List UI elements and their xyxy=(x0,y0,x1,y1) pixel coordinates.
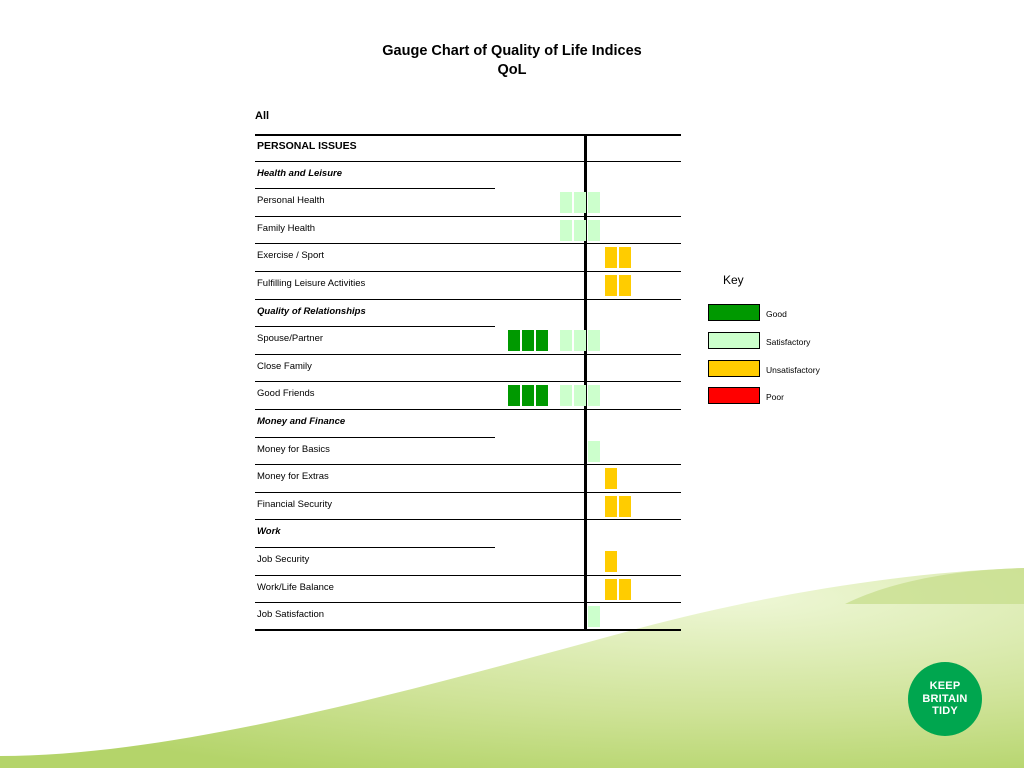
gauge-block xyxy=(605,551,617,572)
legend-item xyxy=(708,332,888,350)
legend-item xyxy=(708,360,888,378)
gauge-blocks xyxy=(495,520,681,548)
gauge-block xyxy=(574,220,586,241)
gauge-blocks xyxy=(495,410,681,438)
gauge-block xyxy=(605,247,617,268)
gauge-block xyxy=(619,247,631,268)
gauge-row xyxy=(255,355,681,383)
legend-swatch xyxy=(708,360,760,377)
legend-title: Key xyxy=(723,273,744,287)
legend-label: Satisfactory xyxy=(766,337,811,347)
gauge-block xyxy=(536,385,548,406)
chart-title-line2: QoL xyxy=(497,62,527,78)
gauge-row-label: Money for Extras xyxy=(257,471,329,483)
gauge-row-label: Exercise / Sport xyxy=(257,250,325,262)
gauge-row xyxy=(255,272,681,300)
gauge-block xyxy=(588,330,600,351)
gauge-block xyxy=(574,385,586,406)
gauge-blocks xyxy=(495,272,681,300)
gauge-section-header xyxy=(255,520,681,548)
gauge-row-label: Work/Life Balance xyxy=(257,581,334,593)
legend-item xyxy=(708,304,888,322)
gauge-section-header xyxy=(255,410,681,438)
gauge-block xyxy=(560,220,572,241)
legend-swatch xyxy=(708,387,760,404)
gauge-block xyxy=(522,330,534,351)
gauge-row-label: Money and Finance xyxy=(257,415,346,427)
gauge-row xyxy=(255,548,681,576)
gauge-block xyxy=(536,330,548,351)
legend-label: Unsatisfactory xyxy=(766,365,820,375)
gauge-blocks xyxy=(495,438,681,466)
gauge-blocks xyxy=(495,189,681,217)
gauge-row-label: PERSONAL ISSUES xyxy=(257,140,357,152)
gauge-block xyxy=(588,441,600,462)
gauge-blocks xyxy=(495,244,681,272)
gauge-row-label: Quality of Relationships xyxy=(257,305,366,317)
gauge-block xyxy=(619,275,631,296)
logo-line-2: BRITAIN xyxy=(922,692,968,705)
gauge-blocks xyxy=(495,162,681,190)
keep-britain-tidy-logo xyxy=(908,662,982,736)
page-title xyxy=(0,42,1024,80)
gauge-blocks xyxy=(495,548,681,576)
gauge-block xyxy=(619,496,631,517)
gauge-block xyxy=(588,606,600,627)
gauge-row-label: Health and Leisure xyxy=(257,167,342,179)
gauge-row xyxy=(255,244,681,272)
gauge-row-label: Personal Health xyxy=(257,195,325,207)
gauge-block xyxy=(522,385,534,406)
gauge-row-label: Financial Security xyxy=(257,498,332,510)
gauge-section-header xyxy=(255,134,681,162)
gauge-blocks xyxy=(495,576,681,604)
gauge-block xyxy=(508,330,520,351)
chart-title-line1: Gauge Chart of Quality of Life Indices xyxy=(382,43,642,59)
gauge-block xyxy=(605,468,617,489)
gauge-row xyxy=(255,438,681,466)
gauge-row-label: Family Health xyxy=(257,222,316,234)
gauge-block xyxy=(605,496,617,517)
gauge-blocks xyxy=(495,300,681,328)
legend-swatch xyxy=(708,332,760,349)
gauge-block xyxy=(588,385,600,406)
group-label: All xyxy=(255,110,270,122)
gauge-section-header xyxy=(255,162,681,190)
legend-label: Poor xyxy=(766,392,784,402)
gauge-row-label: Money for Basics xyxy=(257,443,330,455)
gauge-blocks xyxy=(495,327,681,355)
gauge-row-label: Work xyxy=(257,526,281,538)
gauge-block xyxy=(605,275,617,296)
gauge-block xyxy=(508,385,520,406)
gauge-block xyxy=(574,330,586,351)
gauge-row xyxy=(255,217,681,245)
gauge-chart-table xyxy=(255,134,681,631)
gauge-row xyxy=(255,493,681,521)
gauge-row-label: Job Satisfaction xyxy=(257,609,325,621)
gauge-row-label: Good Friends xyxy=(257,388,315,400)
gauge-block xyxy=(605,579,617,600)
gauge-blocks xyxy=(495,355,681,383)
logo-line-1: KEEP xyxy=(929,680,961,692)
gauge-block xyxy=(560,385,572,406)
gauge-block xyxy=(588,192,600,213)
gauge-blocks xyxy=(495,493,681,521)
gauge-row xyxy=(255,189,681,217)
gauge-block xyxy=(560,330,572,351)
gauge-row-label: Spouse/Partner xyxy=(257,333,324,345)
gauge-block xyxy=(560,192,572,213)
gauge-row-label: Job Security xyxy=(257,553,310,565)
legend-label: Good xyxy=(766,309,787,319)
legend-swatch xyxy=(708,304,760,321)
gauge-block xyxy=(619,579,631,600)
gauge-blocks xyxy=(495,382,681,410)
gauge-section-header xyxy=(255,300,681,328)
gauge-row-label: Close Family xyxy=(257,360,312,372)
gauge-blocks xyxy=(495,217,681,245)
gauge-blocks xyxy=(495,134,681,162)
gauge-blocks xyxy=(495,465,681,493)
gauge-block xyxy=(588,220,600,241)
gauge-row xyxy=(255,603,681,631)
gauge-row xyxy=(255,576,681,604)
gauge-blocks xyxy=(495,603,681,631)
gauge-row xyxy=(255,327,681,355)
gauge-row xyxy=(255,382,681,410)
gauge-row xyxy=(255,465,681,493)
legend-item xyxy=(708,387,888,405)
gauge-row-label: Fulfilling Leisure Activities xyxy=(257,277,366,289)
gauge-block xyxy=(574,192,586,213)
logo-line-3: TIDY xyxy=(932,705,958,717)
